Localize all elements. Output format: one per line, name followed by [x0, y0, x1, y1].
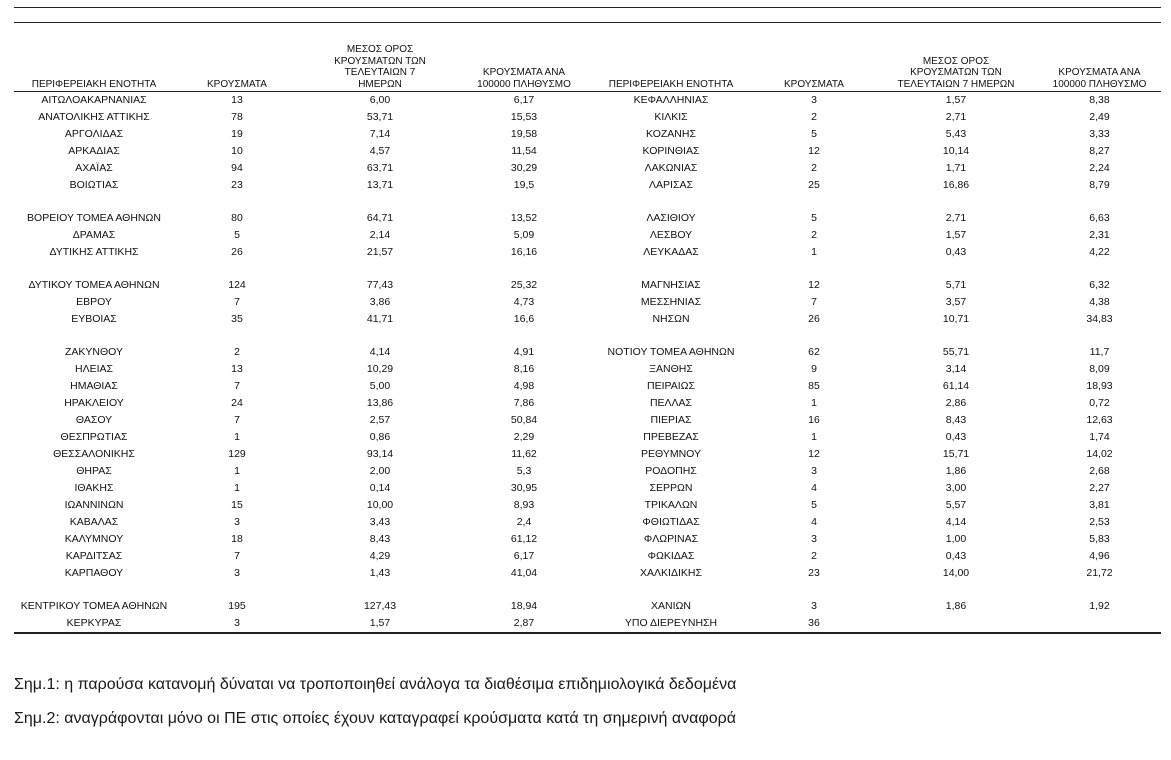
left-avg7-cell: 53,71 — [366, 111, 394, 123]
right-per100k-cell: 2,53 — [1089, 516, 1110, 528]
right-per100k-cell: 3,33 — [1089, 128, 1110, 140]
left-region-cell: ΚΑΡΠΑΘΟΥ — [64, 567, 124, 579]
right-per100k-cell: 1,74 — [1089, 431, 1110, 443]
right-avg7-cell: 16,86 — [942, 179, 970, 191]
left-region-cell: ΑΙΤΩΛΟΑΚΑΡΝΑΝΙΑΣ — [41, 94, 147, 106]
left-cases-cell: 7 — [234, 550, 240, 562]
right-cases-cell: 12 — [808, 145, 820, 157]
right-region-cell: ΡΕΘΥΜΝΟΥ — [640, 448, 701, 460]
left-avg7-cell: 3,43 — [369, 516, 391, 528]
left-cases-cell: 7 — [234, 380, 240, 392]
top-rule-2 — [14, 22, 1161, 23]
left-region-cell: ΗΛΕΙΑΣ — [74, 363, 113, 375]
right-avg7-cell: 10,14 — [942, 145, 970, 157]
table-row — [14, 277, 1161, 294]
left-avg7-cell: 1,43 — [369, 567, 391, 579]
right-region-cell: ΛΑΣΙΘΙΟΥ — [646, 212, 696, 224]
left-region-cell: ΗΡΑΚΛΕΙΟΥ — [64, 397, 124, 409]
right-cases-cell: 2 — [811, 111, 817, 123]
right-region-cell: ΛΑΡΙΣΑΣ — [649, 179, 693, 191]
right-cases-cell: 36 — [754, 615, 874, 633]
left-region-cell: ΘΗΡΑΣ — [76, 465, 112, 477]
footnote-1: Σημ.1: η παρούσα κατανομή δύναται να τροποποιηθεί ανάλογα τα διαθέσιμα επιδημιολογικά δεδομένα — [14, 676, 737, 693]
table-row — [14, 160, 1161, 177]
right-avg7-cell: 5,43 — [945, 128, 967, 140]
left-cases-cell: 3 — [234, 567, 240, 579]
left-per100k-cell: 61,12 — [510, 533, 538, 545]
left-per100k-cell: 41,04 — [510, 567, 538, 579]
right-per100k-cell: 6,63 — [1089, 212, 1110, 224]
left-cases-cell: 15 — [231, 499, 243, 511]
left-region-cell: ΙΩΑΝΝΙΝΩΝ — [64, 499, 124, 511]
right-region-cell: ΠΙΕΡΙΑΣ — [650, 414, 692, 426]
left-cases-cell: 18 — [231, 533, 243, 545]
left-per100k-cell: 19,58 — [510, 128, 538, 140]
left-cases-cell: 195 — [228, 600, 246, 612]
right-per100k-cell: 1,92 — [1089, 600, 1110, 612]
left-cases-cell: 80 — [231, 212, 243, 224]
left-per100k-cell: 25,32 — [510, 279, 538, 291]
right-avg7-cell: 0,43 — [945, 246, 967, 258]
left-avg7-cell: 0,86 — [369, 431, 391, 443]
header-per100k-left: ΚΡΟΥΣΜΑΤΑ ΑΝΑ 100000 ΠΛΗΘΥΣΜΟ — [460, 44, 588, 92]
left-cases-cell: 5 — [234, 229, 240, 241]
left-cases-cell: 23 — [231, 179, 243, 191]
table-row — [14, 126, 1161, 143]
left-avg7-cell: 4,57 — [369, 145, 391, 157]
table-spacer-row — [14, 261, 1161, 277]
left-per100k-cell: 6,17 — [513, 550, 535, 562]
right-region-cell: ΦΘΙΩΤΙΔΑΣ — [642, 516, 700, 528]
left-per100k-cell: 4,73 — [513, 296, 535, 308]
right-avg7-cell: 3,00 — [945, 482, 967, 494]
right-per100k-cell: 2,27 — [1089, 482, 1110, 494]
left-region-cell: ΚΑΡΔΙΤΣΑΣ — [65, 550, 123, 562]
right-avg7-cell: 0,43 — [945, 431, 967, 443]
right-cases-cell: 7 — [811, 296, 817, 308]
left-cases-cell: 129 — [228, 448, 246, 460]
left-cases-cell: 7 — [234, 296, 240, 308]
right-cases-cell: 3 — [811, 533, 817, 545]
left-cases-cell: 1 — [234, 482, 240, 494]
left-avg7-cell: 41,71 — [366, 313, 394, 325]
left-avg7-cell: 4,14 — [369, 346, 391, 358]
right-region-cell: ΝΗΣΩΝ — [652, 313, 690, 325]
left-region-cell: ΔΥΤΙΚΗΣ ΑΤΤΙΚΗΣ — [49, 246, 139, 258]
left-cases-cell: 1 — [234, 465, 240, 477]
left-avg7-cell: 63,71 — [366, 162, 394, 174]
left-region-cell: ΑΡΓΟΛΙΔΑΣ — [64, 128, 124, 140]
left-region-cell: ΔΥΤΙΚΟΥ ΤΟΜΕΑ ΑΘΗΝΩΝ — [28, 279, 160, 291]
right-cases-cell: 62 — [808, 346, 820, 358]
left-avg7-cell: 13,86 — [366, 397, 394, 409]
table-body — [14, 92, 1161, 634]
left-per100k-cell: 19,5 — [513, 179, 535, 191]
table-row — [14, 480, 1161, 497]
table-row — [14, 109, 1161, 126]
table-row — [14, 177, 1161, 194]
left-per100k-cell: 16,6 — [513, 313, 535, 325]
right-cases-cell: 5 — [811, 128, 817, 140]
right-cases-cell: 26 — [808, 313, 820, 325]
left-per100k-cell: 5,09 — [513, 229, 535, 241]
spacer-cell — [14, 261, 1161, 277]
left-avg7-cell: 77,43 — [366, 279, 394, 291]
table-row — [14, 548, 1161, 565]
right-per100k-cell: 2,49 — [1089, 111, 1110, 123]
table-row — [14, 463, 1161, 480]
left-region-cell: ΑΡΚΑΔΙΑΣ — [68, 145, 120, 157]
left-avg7-cell: 5,00 — [369, 380, 391, 392]
header-cases-left: ΚΡΟΥΣΜΑΤΑ — [174, 44, 300, 92]
right-region-cell: ΠΕΙΡΑΙΩΣ — [647, 380, 695, 392]
top-rule-1 — [14, 7, 1161, 8]
left-avg7-cell: 2,57 — [369, 414, 391, 426]
left-avg7-cell: 6,00 — [369, 94, 391, 106]
right-region-cell: ΛΕΥΚΑΔΑΣ — [643, 246, 699, 258]
table-spacer-row — [14, 194, 1161, 210]
right-avg7-cell: 4,14 — [945, 516, 967, 528]
table-row — [14, 210, 1161, 227]
right-per100k-cell: 6,32 — [1089, 279, 1110, 291]
table-header-row — [14, 44, 1161, 92]
right-region-cell: ΚΟΖΑΝΗΣ — [646, 128, 696, 140]
left-region-cell: ΚΑΛΥΜΝΟΥ — [64, 533, 124, 545]
header-region-left: ΠΕΡΙΦΕΡΕΙΑΚΗ ΕΝΟΤΗΤΑ — [14, 44, 174, 92]
table-row — [14, 143, 1161, 160]
right-region-cell: ΤΡΙΚΑΛΩΝ — [644, 499, 698, 511]
left-region-cell: ΒΟΡΕΙΟΥ ΤΟΜΕΑ ΑΘΗΝΩΝ — [27, 212, 161, 224]
table-row — [14, 244, 1161, 261]
table-row — [14, 565, 1161, 582]
left-avg7-cell: 10,00 — [366, 499, 394, 511]
left-per100k-cell: 16,16 — [510, 246, 538, 258]
left-per100k-cell: 4,98 — [513, 380, 535, 392]
right-avg7-cell: 8,43 — [945, 414, 967, 426]
right-per100k-cell: 3,81 — [1089, 499, 1110, 511]
right-avg7-cell: 1,86 — [945, 465, 967, 477]
right-per100k-cell: 0,72 — [1089, 397, 1110, 409]
spacer-cell — [14, 582, 1161, 598]
right-per100k-cell: 34,83 — [1086, 313, 1113, 325]
right-per100k-cell: 8,38 — [1089, 94, 1110, 106]
right-per100k-cell: 8,27 — [1089, 145, 1110, 157]
left-cases-cell: 78 — [231, 111, 243, 123]
left-per100k-cell: 11,62 — [511, 448, 537, 460]
right-per100k-cell: 2,68 — [1089, 465, 1110, 477]
cases-by-region-table — [14, 44, 1161, 634]
cases-table-container — [14, 44, 1161, 634]
right-per100k-cell: 18,93 — [1086, 380, 1113, 392]
table-row — [14, 378, 1161, 395]
left-region-cell: ΘΕΣΣΑΛΟΝΙΚΗΣ — [53, 448, 135, 460]
left-region-cell: ΕΥΒΟΙΑΣ — [71, 313, 117, 325]
left-avg7-cell: 93,14 — [366, 448, 394, 460]
right-cases-cell: 4 — [811, 482, 817, 494]
right-cases-cell: 85 — [808, 380, 820, 392]
left-avg7-cell: 2,14 — [369, 229, 391, 241]
footnote-2: Σημ.2: αναγράφονται μόνο οι ΠΕ στις οποίες έχουν καταγραφεί κρούσματα κατά τη σημερινή αναφορά — [14, 710, 736, 727]
right-cases-cell: 9 — [811, 363, 817, 375]
left-cases-cell: 7 — [234, 414, 240, 426]
left-cases-cell: 3 — [174, 615, 300, 633]
right-region-cell: ΛΕΣΒΟΥ — [649, 229, 693, 241]
left-per100k-cell: 18,94 — [510, 600, 538, 612]
left-per100k-cell: 4,91 — [513, 346, 535, 358]
left-cases-cell: 13 — [231, 94, 243, 106]
spacer-cell — [14, 328, 1161, 344]
right-avg7-cell: 10,71 — [942, 313, 970, 325]
right-cases-cell: 12 — [808, 279, 820, 291]
right-avg7-cell — [874, 615, 1038, 633]
left-avg7-cell: 13,71 — [366, 179, 394, 191]
right-avg7-cell: 1,57 — [945, 94, 967, 106]
left-avg7-cell: 10,29 — [366, 363, 394, 375]
table-spacer-row — [14, 582, 1161, 598]
table-row — [14, 395, 1161, 412]
right-cases-cell: 4 — [811, 516, 817, 528]
left-per100k-cell: 30,29 — [510, 162, 538, 174]
right-per100k-cell: 4,22 — [1089, 246, 1110, 258]
right-region-cell: ΜΕΣΣΗΝΙΑΣ — [640, 296, 702, 308]
table-row — [14, 227, 1161, 244]
table-row — [14, 311, 1161, 328]
left-avg7-cell: 127,43 — [363, 600, 397, 612]
left-cases-cell: 19 — [231, 128, 243, 140]
right-avg7-cell: 2,71 — [945, 111, 967, 123]
table-spacer-row — [14, 328, 1161, 344]
right-avg7-cell: 1,86 — [945, 600, 967, 612]
header-avg7-right: ΜΕΣΟΣ ΟΡΟΣ ΚΡΟΥΣΜΑΤΩΝ ΤΩΝ ΤΕΛΕΥΤΑΙΩΝ 7 ΗΜΕΡΩΝ — [874, 44, 1038, 92]
left-per100k-cell: 6,17 — [513, 94, 535, 106]
table-row — [14, 429, 1161, 446]
right-region-cell: ΠΕΛΛΑΣ — [649, 397, 693, 409]
right-avg7-cell: 3,57 — [945, 296, 967, 308]
right-region-cell: ΜΑΓΝΗΣΙΑΣ — [641, 279, 701, 291]
right-avg7-cell: 2,71 — [945, 212, 967, 224]
right-cases-cell: 5 — [811, 499, 817, 511]
left-cases-cell: 35 — [231, 313, 243, 325]
left-per100k-cell: 8,93 — [513, 499, 535, 511]
right-per100k-cell: 2,31 — [1089, 229, 1110, 241]
right-cases-cell: 16 — [808, 414, 820, 426]
left-per100k-cell: 11,54 — [511, 145, 537, 157]
left-region-cell: ΑΝΑΤΟΛΙΚΗΣ ΑΤΤΙΚΗΣ — [38, 111, 150, 123]
left-cases-cell: 26 — [231, 246, 243, 258]
left-region-cell: ΙΘΑΚΗΣ — [74, 482, 114, 494]
right-avg7-cell: 55,71 — [942, 346, 970, 358]
left-region-cell: ΚΕΝΤΡΙΚΟΥ ΤΟΜΕΑ ΑΘΗΝΩΝ — [20, 600, 168, 612]
left-avg7-cell: 64,71 — [366, 212, 394, 224]
left-avg7-cell: 8,43 — [369, 533, 391, 545]
right-per100k-cell: 14,02 — [1086, 448, 1113, 460]
left-cases-cell: 94 — [231, 162, 243, 174]
left-region-cell: ΔΡΑΜΑΣ — [72, 229, 116, 241]
right-cases-cell: 2 — [811, 229, 817, 241]
right-avg7-cell: 61,14 — [942, 380, 970, 392]
right-region-cell: ΧΑΝΙΩΝ — [651, 600, 691, 612]
right-region-cell: ΥΠΟ ΔΙΕΡΕΥΝΗΣΗ — [588, 615, 754, 633]
right-cases-cell: 3 — [811, 94, 817, 106]
spacer-cell — [14, 194, 1161, 210]
right-per100k-cell: 8,09 — [1089, 363, 1110, 375]
left-cases-cell: 10 — [231, 145, 243, 157]
left-avg7-cell: 2,00 — [369, 465, 391, 477]
table-row — [14, 412, 1161, 429]
right-avg7-cell: 2,86 — [945, 397, 967, 409]
right-cases-cell: 1 — [811, 246, 817, 258]
left-avg7-cell: 1,57 — [300, 615, 460, 633]
right-cases-cell: 1 — [811, 431, 817, 443]
right-per100k-cell: 2,24 — [1089, 162, 1110, 174]
right-avg7-cell: 5,57 — [945, 499, 967, 511]
right-region-cell: ΛΑΚΩΝΙΑΣ — [644, 162, 698, 174]
left-cases-cell: 3 — [234, 516, 240, 528]
left-region-cell: ΒΟΙΩΤΙΑΣ — [69, 179, 119, 191]
left-region-cell: ΚΕΡΚΥΡΑΣ — [14, 615, 174, 633]
right-region-cell: ΦΛΩΡΙΝΑΣ — [643, 533, 699, 545]
header-region-right: ΠΕΡΙΦΕΡΕΙΑΚΗ ΕΝΟΤΗΤΑ — [588, 44, 754, 92]
left-per100k-cell: 5,3 — [516, 465, 532, 477]
left-region-cell: ΑΧΑΪΑΣ — [75, 162, 113, 174]
left-per100k-cell: 2,87 — [460, 615, 588, 633]
right-avg7-cell: 15,71 — [942, 448, 970, 460]
table-row — [14, 497, 1161, 514]
right-region-cell: ΦΩΚΙΔΑΣ — [647, 550, 695, 562]
right-cases-cell: 5 — [811, 212, 817, 224]
left-region-cell: ΗΜΑΘΙΑΣ — [70, 380, 118, 392]
right-region-cell: ΚΟΡΙΝΘΙΑΣ — [642, 145, 700, 157]
right-per100k-cell: 21,72 — [1086, 567, 1113, 579]
left-per100k-cell: 2,4 — [516, 516, 532, 528]
right-cases-cell: 25 — [808, 179, 820, 191]
left-per100k-cell: 13,52 — [510, 212, 538, 224]
right-avg7-cell: 1,71 — [945, 162, 967, 174]
right-per100k-cell: 11,7 — [1089, 346, 1110, 358]
right-per100k-cell: 5,83 — [1089, 533, 1110, 545]
left-avg7-cell: 0,14 — [369, 482, 391, 494]
left-region-cell: ΘΕΣΠΡΩΤΙΑΣ — [60, 431, 128, 443]
right-per100k-cell: 4,38 — [1089, 296, 1110, 308]
left-per100k-cell: 8,16 — [513, 363, 535, 375]
right-avg7-cell: 1,57 — [945, 229, 967, 241]
right-cases-cell: 2 — [811, 550, 817, 562]
right-per100k-cell: 4,96 — [1089, 550, 1110, 562]
left-per100k-cell: 50,84 — [510, 414, 538, 426]
table-row — [14, 598, 1161, 615]
left-avg7-cell: 3,86 — [369, 296, 391, 308]
left-per100k-cell: 2,29 — [513, 431, 535, 443]
header-per100k-right: ΚΡΟΥΣΜΑΤΑ ΑΝΑ 100000 ΠΛΗΘΥΣΜΟ — [1038, 44, 1161, 92]
left-per100k-cell: 30,95 — [510, 482, 538, 494]
right-region-cell: ΧΑΛΚΙΔΙΚΗΣ — [640, 567, 702, 579]
right-avg7-cell: 14,00 — [942, 567, 970, 579]
table-row — [14, 615, 1161, 633]
left-region-cell: ΚΑΒΑΛΑΣ — [69, 516, 119, 528]
header-avg7-left: ΜΕΣΟΣ ΟΡΟΣ ΚΡΟΥΣΜΑΤΩΝ ΤΩΝ ΤΕΛΕΥΤΑΙΩΝ 7 ΗΜΕΡΩΝ — [300, 44, 460, 92]
right-avg7-cell: 0,43 — [945, 550, 967, 562]
right-cases-cell: 23 — [808, 567, 820, 579]
right-avg7-cell: 3,14 — [945, 363, 967, 375]
table-row — [14, 294, 1161, 311]
header-cases-right: ΚΡΟΥΣΜΑΤΑ — [754, 44, 874, 92]
right-region-cell: ΠΡΕΒΕΖΑΣ — [643, 431, 699, 443]
right-per100k-cell — [1038, 615, 1161, 633]
left-cases-cell: 24 — [231, 397, 243, 409]
left-avg7-cell: 21,57 — [366, 246, 394, 258]
right-region-cell: ΣΕΡΡΩΝ — [649, 482, 693, 494]
left-per100k-cell: 15,53 — [510, 111, 538, 123]
right-region-cell: ΝΟΤΙΟΥ ΤΟΜΕΑ ΑΘΗΝΩΝ — [607, 346, 735, 358]
table-row — [14, 344, 1161, 361]
right-cases-cell: 12 — [808, 448, 820, 460]
left-cases-cell: 1 — [234, 431, 240, 443]
right-cases-cell: 1 — [811, 397, 817, 409]
left-avg7-cell: 4,29 — [369, 550, 391, 562]
table-row — [14, 361, 1161, 378]
left-cases-cell: 2 — [234, 346, 240, 358]
left-avg7-cell: 7,14 — [369, 128, 391, 140]
right-cases-cell: 2 — [811, 162, 817, 174]
right-per100k-cell: 8,79 — [1089, 179, 1110, 191]
right-avg7-cell: 5,71 — [945, 279, 967, 291]
right-cases-cell: 3 — [811, 600, 817, 612]
right-cases-cell: 3 — [811, 465, 817, 477]
left-region-cell: ΘΑΣΟΥ — [75, 414, 113, 426]
right-avg7-cell: 1,00 — [945, 533, 967, 545]
footnotes — [14, 672, 736, 740]
left-per100k-cell: 7,86 — [513, 397, 535, 409]
right-region-cell: ΚΕΦΑΛΛΗΝΙΑΣ — [633, 94, 709, 106]
left-cases-cell: 124 — [228, 279, 246, 291]
right-region-cell: ΚΙΛΚΙΣ — [654, 111, 688, 123]
table-row — [14, 92, 1161, 110]
table-row — [14, 446, 1161, 463]
left-cases-cell: 13 — [231, 363, 243, 375]
left-region-cell: ΖΑΚΥΝΘΟΥ — [64, 346, 123, 358]
right-region-cell: ΞΑΝΘΗΣ — [649, 363, 693, 375]
left-region-cell: ΕΒΡΟΥ — [76, 296, 112, 308]
table-row — [14, 514, 1161, 531]
right-per100k-cell: 12,63 — [1086, 414, 1113, 426]
table-row — [14, 531, 1161, 548]
right-region-cell: ΡΟΔΟΠΗΣ — [645, 465, 697, 477]
